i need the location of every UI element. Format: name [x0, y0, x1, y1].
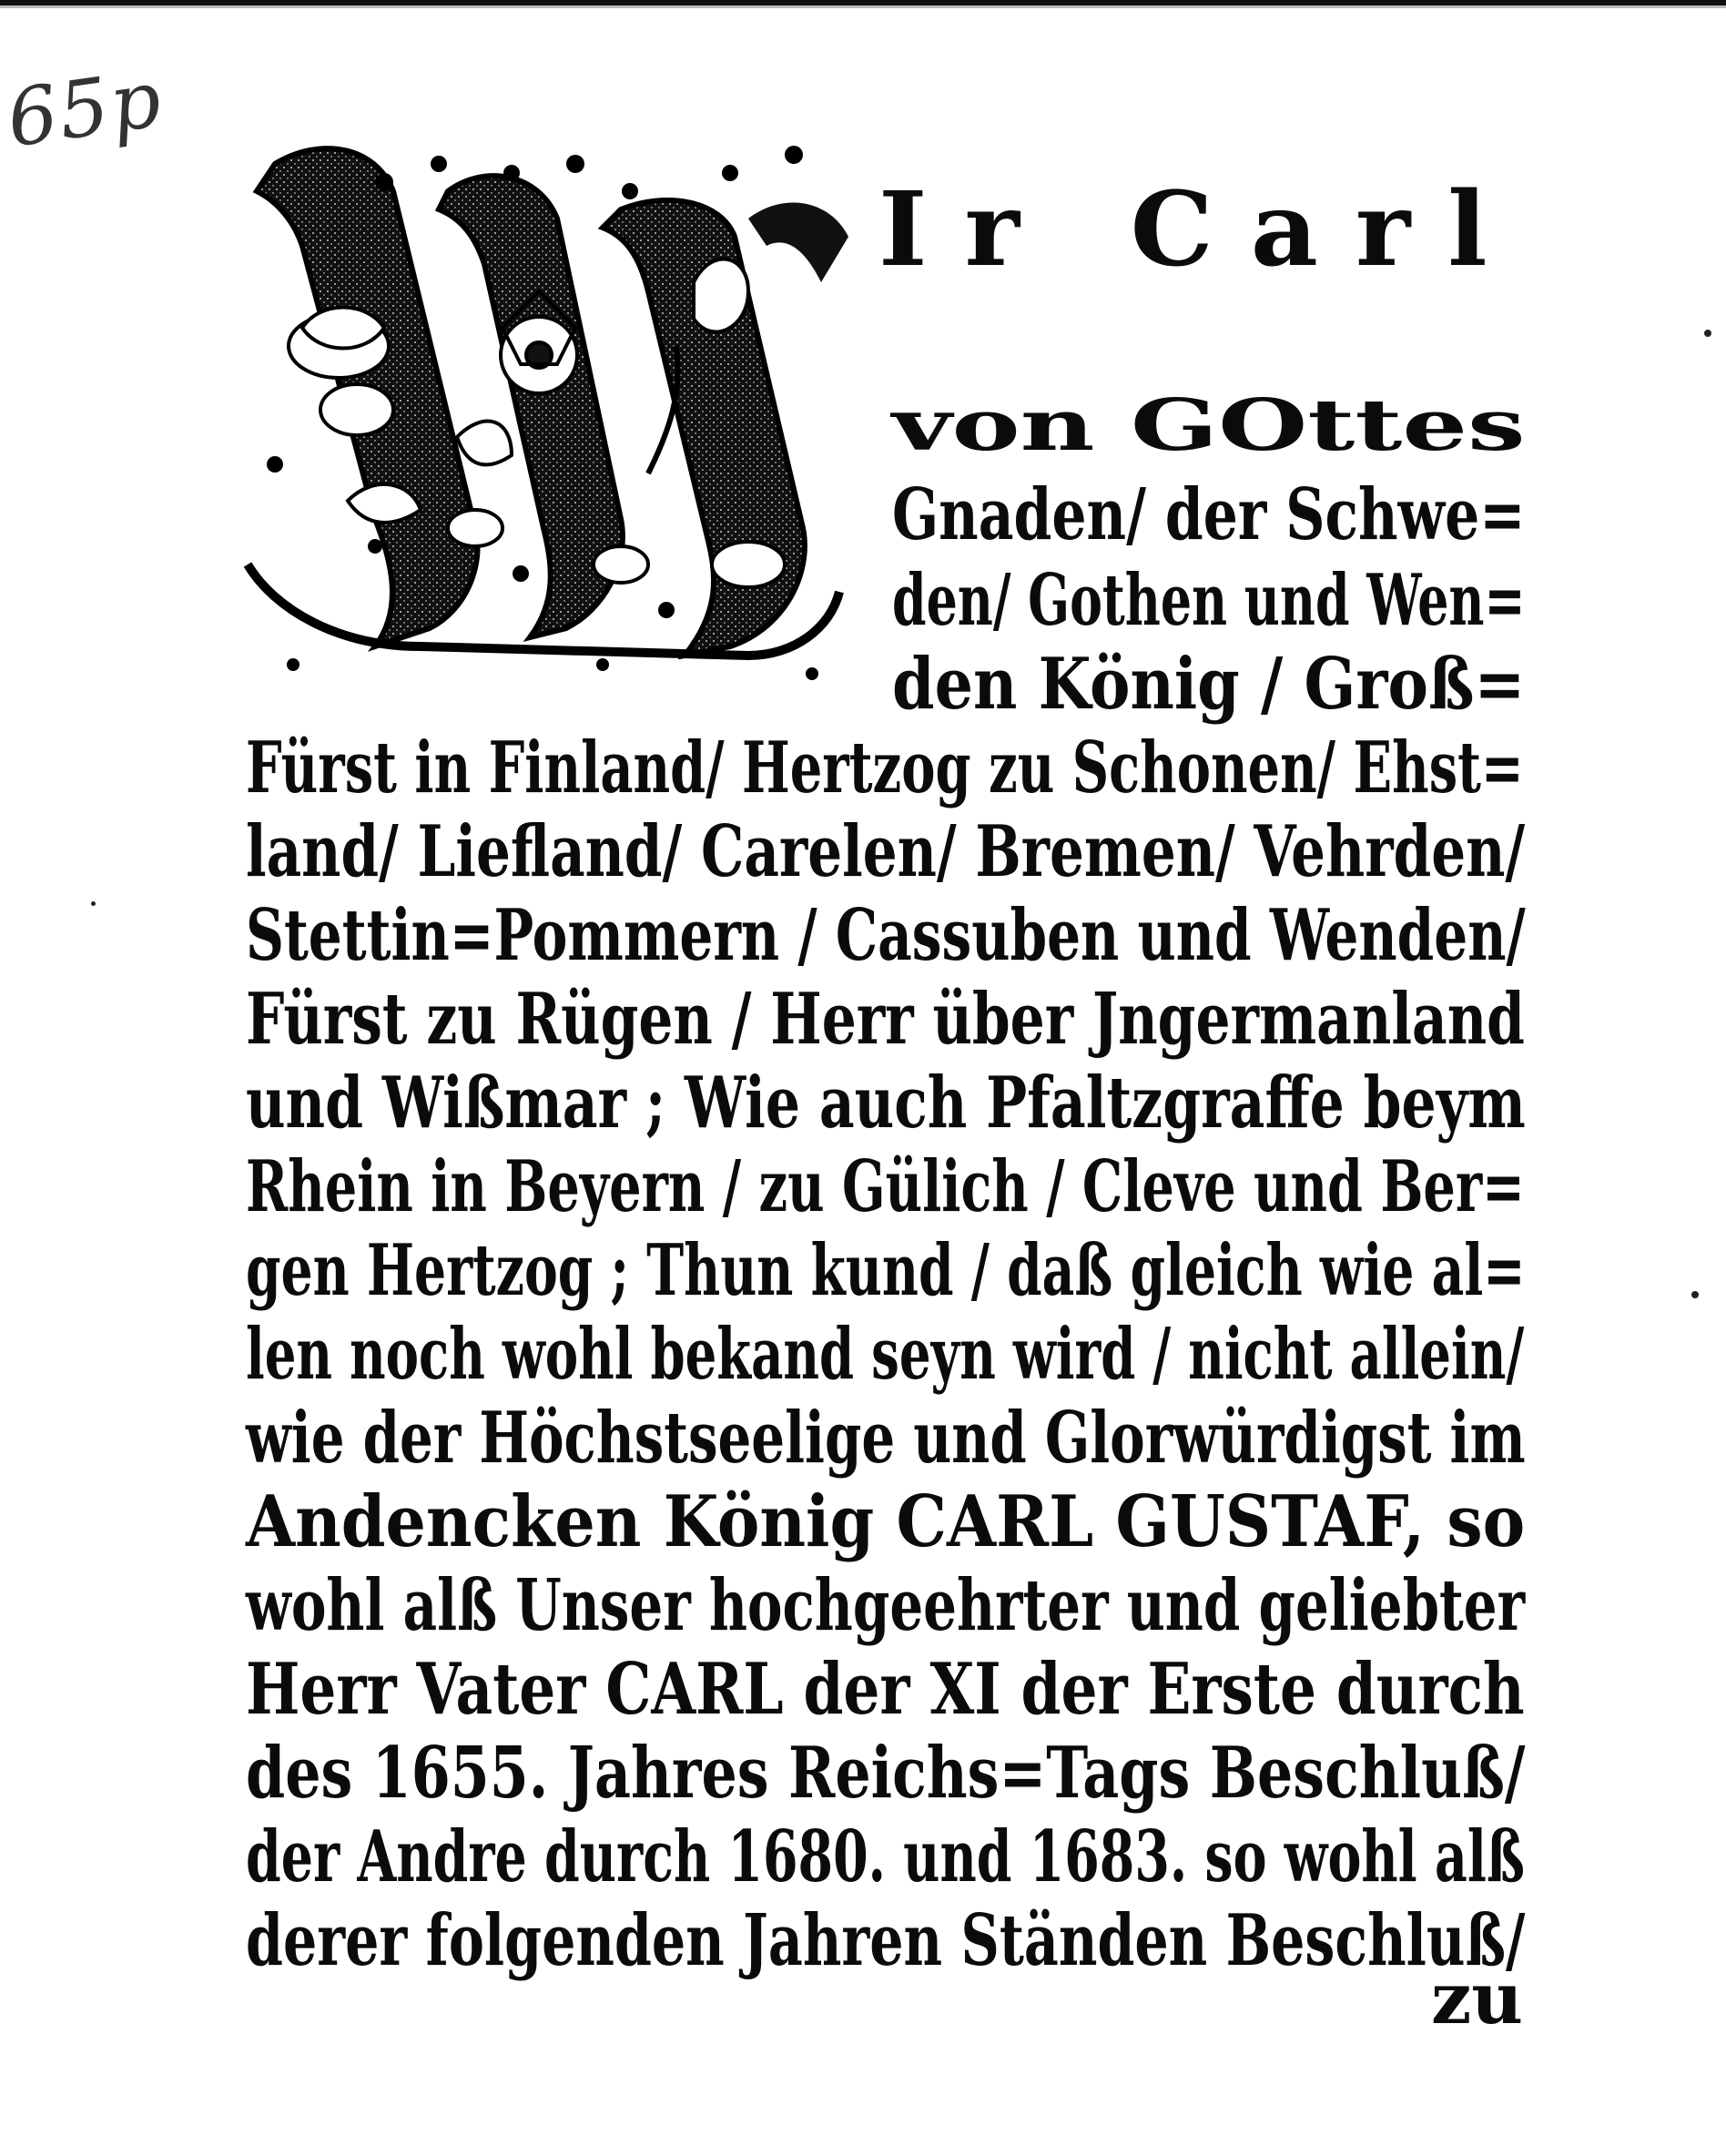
text-line: Herr Vater CARL der XI der Erste durch	[246, 1648, 1525, 1731]
text-line: len noch wohl bekand seyn wird / nicht allein/	[246, 1313, 1525, 1396]
text-line: wohl alß Unser hochgeehrter und geliebter	[246, 1564, 1526, 1647]
text-line: Rhein in Beyern / zu Gülich / Cleve und Ber=	[246, 1145, 1525, 1228]
text-line: den König / Groß=	[892, 643, 1526, 726]
text-line: der Andre durch 1680. und 1683. so wohl alß	[246, 1815, 1526, 1898]
text-line: den/ Gothen und Wen=	[892, 559, 1526, 642]
text-line: des 1655. Jahres Reichs=Tags Beschluß/	[246, 1732, 1526, 1815]
text-line: und Wißmar ; Wie auch Pfaltzgraffe beym	[246, 1062, 1526, 1144]
handwritten-margin-note: 65p	[1, 53, 168, 166]
speck	[91, 901, 96, 906]
floral-initial-w-icon	[239, 137, 867, 683]
text-line: Fürst zu Rügen / Herr über Jngermanland	[246, 978, 1525, 1061]
speck	[1691, 1291, 1699, 1298]
text-line: land/ Liefland/ Carelen/ Bremen/ Vehrden/	[246, 810, 1526, 893]
top-edge-shadow	[0, 5, 1726, 8]
text-line: Andencken König CARL GUSTAF, so	[246, 1480, 1526, 1563]
speck	[1704, 330, 1711, 337]
text-line: derer folgenden Jahren Ständen Beschluß/	[246, 1899, 1526, 1982]
text-line: von GOttes	[892, 384, 1526, 467]
opening-word: Ir Carl	[878, 170, 1525, 290]
text-line: gen Hertzog ; Thun kund / daß gleich wie al=	[246, 1229, 1526, 1312]
decorated-initial	[239, 137, 867, 683]
text-line: Fürst in Finland/ Hertzog zu Schonen/ Ehst=	[246, 727, 1524, 809]
text-line: Gnaden/ der Schwe=	[892, 473, 1526, 556]
text-line: Stettin=Pommern / Cassuben und Wenden/	[246, 894, 1526, 977]
catchword: zu	[1431, 1958, 1524, 2040]
text-line: wie der Höchstseelige und Glorwürdigst im	[246, 1397, 1526, 1480]
